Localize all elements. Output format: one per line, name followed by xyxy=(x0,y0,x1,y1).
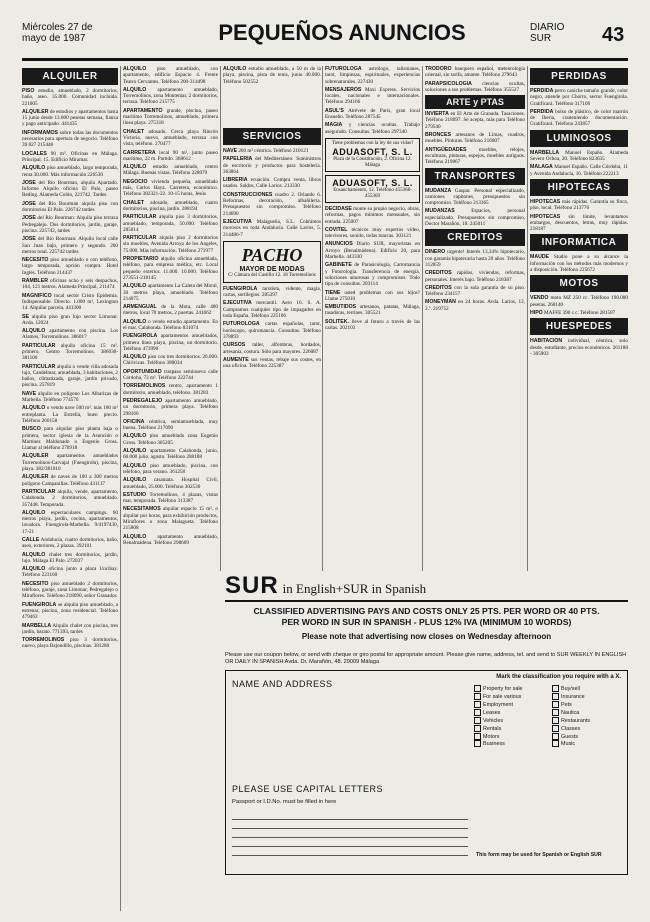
classified-ad: MONEYMAN en 24 horas. Avda. Larios, 12, 2.º. 219752 xyxy=(425,299,525,312)
classified-ad: JOSE del Río Bourman: Alquilo local calle San Juan bajo, primero y segundo. 200 metros total. 225742 tardes xyxy=(22,236,118,255)
classified-ad: AUMENTE sus ventas, rebaje sus costes, en una oficina. Teléfono 225387 xyxy=(223,356,321,370)
passport-label: Passport or I.D.No. must be filled in here xyxy=(232,799,337,805)
capital-letters-label: PLEASE USE CAPITAL LETTERS xyxy=(232,784,384,794)
section-informatica: INFORMATICA xyxy=(530,234,628,251)
classification-label: Classes xyxy=(561,725,581,732)
classified-ad: NAVE alquilo en polígono Los Albarizas de Marbella. Teléfono 774576 xyxy=(22,390,118,404)
classified-ad: ALQUILO piso amueblado, con apartamento, edificio Espacio 4. Frente Teatro Cervantes. Teléfono 200-314498 xyxy=(123,66,218,85)
classified-ad: NECESITAMOS alquilar espacio 15 m². o alquilar por horas, para exhibición productos, Miraflores o zona Malagueta. Teléfono 215808 xyxy=(123,506,218,532)
classified-ad: INFORMAMOS sobre todas las documentos necesarios para apertura de negocio. Teléfono 39 827 215448 xyxy=(22,129,118,149)
classified-ad: MUDANZAS Espacios, personal especializado. Presupuestos sin compromiso, Doctor Marañón, 18. 245011 xyxy=(425,208,525,228)
classification-label: Music xyxy=(561,741,576,748)
classified-ad: ALQUILO piso amueblado, largo temporada, renta 30.000. Más información 226530 xyxy=(22,165,118,178)
classified-ad: HIPO MAFFE 390 c.c. Teléfono 281587 xyxy=(530,309,616,316)
column-divider xyxy=(422,66,423,571)
classification-list-right xyxy=(552,685,624,748)
checkbox[interactable] xyxy=(552,733,559,740)
classification-option[interactable] xyxy=(474,709,546,717)
classified-ad: JOSE del Río Bourman: Alquila piso terraza Pedregalejo. Dos dormitorios, jardín, garaje, piscina. 225742, tardes xyxy=(22,215,118,234)
classified-ad: MALAGA Manuel Españo. Calle Córdoba, 11 y Avenida Andalucía, 16. Teléfono 222213 xyxy=(530,164,628,177)
checkbox[interactable] xyxy=(552,709,559,716)
classified-ad: ALQUILER apartamentos amueblados Torremolinos-Carvajal (Fuengirola), piscina, playa. 382/381810 xyxy=(22,453,118,473)
checkbox[interactable] xyxy=(474,685,481,692)
checkbox[interactable] xyxy=(474,709,481,716)
classified-ad: SOLITEK. lleve al futuro a través de las cartas. 202103 xyxy=(325,318,420,332)
classified-ad: CHALET adosado, amueblado, cuatro dormitorios, piscina, jardín. 288194 xyxy=(123,199,218,212)
ad-list xyxy=(425,111,525,165)
classified-ad: BUSCO para alquilar piso planta baja o primera, sector iglesia de la Asunción o Martínez Maldonado o Eugenio Gross. Llamar al teléfono 270918 xyxy=(22,426,118,452)
classified-ad: BRONCES artesanos de Limas, cuadros, muebles. Pinturas. Teléfono 216807 xyxy=(425,132,525,145)
classification-label: Guests xyxy=(561,733,579,740)
checkbox[interactable] xyxy=(474,725,481,732)
classified-ad: PARTICULAR alquila piso 2 dormitorios sin muebles, Avenida Arroyo de los Angeles, 75.000. Más información. Teléfono 271977 xyxy=(123,235,218,254)
classification-option[interactable] xyxy=(474,740,546,748)
section-perdidas: PERDIDAS xyxy=(530,68,628,85)
classified-ad: ALQUILO piso con tres dormitorios. 26.000. Chirivicas. Teléfono 380034 xyxy=(123,354,218,367)
classification-option[interactable] xyxy=(474,693,546,701)
newspaper-name: DIARIO SUR xyxy=(530,22,565,44)
ad-list xyxy=(22,88,118,650)
classified-ad: NECESITO piso amueblado o con teléfono, largo temporada, opción compra. Hotel Inglés. Teléfono 214437 xyxy=(22,257,118,276)
pacho-tagline: MAYOR DE MODAS xyxy=(239,265,305,273)
ad-list xyxy=(425,66,525,93)
classification-option[interactable] xyxy=(552,725,624,733)
column-3 xyxy=(223,66,321,571)
ad-list xyxy=(325,206,420,331)
classification-label: Nautica xyxy=(561,709,580,716)
column-4 xyxy=(325,66,420,571)
classified-ad: EMBUTIDOS artesanos, patatas, Málaga, tasadoras, terrines. 305521 xyxy=(325,304,420,317)
classified-ad: HIPOTECAS más rápidas. Garantía su finca, piso, local. Teléfono 213776 xyxy=(530,198,628,212)
classified-ad: OPORTUNIDAD traspaso seminueva calle Córdoba, 73 m². Teléfono 222744 xyxy=(123,368,218,382)
section-servicios: SERVICIOS xyxy=(223,128,321,145)
classified-ad: FUTUROLOGA astrólogo, talismanes, tarot, limpiezas, espirituales, experiencias sobrenaturales. 227430 xyxy=(325,66,420,85)
classification-label: Pets xyxy=(561,701,572,708)
classified-ad: ALQUILO apartamento con piscina. Los Alamos, Torremolinos. 386017 xyxy=(22,328,118,341)
classified-ad: APARTAMENTO grande, piscina, paseo marítimo Torremolinos, amueblado, primera línea playa. 275318 xyxy=(123,107,218,127)
ad-list xyxy=(425,188,525,228)
ad-list xyxy=(223,66,321,126)
ad-list xyxy=(425,249,525,312)
classification-option[interactable] xyxy=(474,733,546,741)
header-date: Miércoles 27 de mayo de 1987 xyxy=(22,22,93,44)
classified-ad: PERDIDA perro caniche tamaño grande, color negro, atiende por Chorro, sector Fuengirola. Gratificará. Teléfono 317106 xyxy=(530,88,628,107)
classification-option[interactable] xyxy=(474,717,546,725)
classified-ad: NAVE 200 m² céntrica. Teléfono 210121 xyxy=(223,148,309,154)
section-alquiler: ALQUILER xyxy=(22,68,118,85)
classified-ad: TORREMOLINOS piso 3 dormitorios, nuevo, playa Bajondillo, piscinas. 381280 xyxy=(22,637,118,650)
classification-list-left xyxy=(474,685,546,748)
classified-ad: NEGOCIO vivienda pequeña, amueblado más, Carlos Haya. Carretera, económico. Teléfono 382321-22. 10-15 horas, Jesús xyxy=(123,178,218,198)
classification-label: Employment xyxy=(483,701,513,708)
classified-ad: ALQUILO casamata. Hospital Civil, amueblado, 25.000. Teléfono 302530 xyxy=(123,477,218,490)
checkbox[interactable] xyxy=(552,725,559,732)
classified-ad: INVIERTA en El Arte de Granada. Tasaciones. Teléfono 218097. Se acepta, más para Teléfono 279540 xyxy=(425,111,525,130)
classified-ad: MARBELLA Manuel Españo. Alameda Severo Ochoa, 20. Teléfono 823635 xyxy=(530,149,628,163)
column-5 xyxy=(425,66,525,571)
classified-ad: HIPOTECAS sin límite, levantamos embargos, descuentos, letras, muy rápidas. 218187 xyxy=(530,213,628,233)
classification-label: Motors xyxy=(483,733,500,740)
section-transportes: TRANSPORTES xyxy=(425,168,525,185)
classified-ad: LIBRERIA ecuación. Compra venta, libros usados. Saldos, Calle Larios. 213330 xyxy=(223,177,321,190)
classification-label: Business xyxy=(483,741,505,748)
ad-list xyxy=(530,199,628,232)
ad-list xyxy=(530,150,628,177)
classification-option[interactable] xyxy=(552,709,624,717)
classified-ad: FUENGIROLA apartamentos amueblados, primera línea playa, piscina, un dormitorio. Teléfono 473990 xyxy=(123,333,218,352)
section-motos: MOTOS xyxy=(530,275,628,292)
sur-logo: SUR xyxy=(225,572,279,599)
classified-ad: EJECUTIVA Malagueña, S.L. Cobramos morosos en toda Andalucía. Calle Larios, 5. 214486-7 xyxy=(223,218,321,238)
classified-ad: ALQUILER de naves de 100 a 300 metros polígono Campanillas. Teléfono 431117 xyxy=(22,474,118,487)
section-huespedes: HUESPEDES xyxy=(530,318,628,335)
classified-ad: ALQUILO apartamento amueblado, Torremolinos, zona Montemar, 2 dormitorios, terraza. Teléfono 215775 xyxy=(123,86,218,106)
classified-ad: EJECUTIVA mercantil. Aero 16. S. A. Compramos cualquier tipo de impagados en toda España. Teléfono 225106 xyxy=(223,300,321,320)
column-divider xyxy=(120,66,121,911)
ad-list xyxy=(223,148,321,238)
sur-subtitle: in English+SUR in Spanish xyxy=(282,581,427,596)
classification-option[interactable] xyxy=(552,701,624,709)
ad-list xyxy=(530,254,628,273)
page-title: PEQUEÑOS ANUNCIOS xyxy=(218,20,466,45)
classified-ad: HABITACION individual, céntrica, solo desde, estudiante, precios económicos. 261188 - 305903 xyxy=(530,338,628,357)
classification-option[interactable] xyxy=(474,701,546,709)
classified-ad: OFICINA céntrica, semiamueblada, muy buena. Teléfono 217090 xyxy=(123,418,218,432)
classification-label: Property for sale xyxy=(483,685,523,692)
classification-option[interactable] xyxy=(552,685,624,693)
checkbox[interactable] xyxy=(474,693,481,700)
classified-ad: FUENGIROLA tarotista, vidente, magia, cartas, sortilegios. 285397 xyxy=(223,285,321,299)
classified-ad: CHALET adosado. Cerca playa Rincón Victoria, nuevo, amueblado, terraza con vista, teléfono. 270477 xyxy=(123,128,218,148)
sur-masthead xyxy=(225,572,628,600)
coupon-form xyxy=(225,670,628,875)
classified-ad: PARAPSICOLOGIA ciencias ocultas, soluciones a sus problemas. Teléfono 355527 xyxy=(425,80,525,93)
classified-ad: ALQUILO estudio amueblado, centro Málaga. Buenas vistas. Teléfono 228079 xyxy=(123,164,218,177)
checkbox[interactable] xyxy=(474,717,481,724)
classified-ad: ALQUILO o vendo estudio apartamento. En el mar. Calahonda. Teléfono 831074 xyxy=(123,318,218,331)
column-2 xyxy=(123,66,218,571)
ad-list xyxy=(223,286,321,370)
classified-ad: ARMENGUAL de la Mota, calle 400 metros, local 70 metros, 2 puertas. 241662 xyxy=(123,304,218,317)
column-1 xyxy=(22,66,118,911)
classified-ad: CURSOS taller, alfombras, bordados, artesanía, costura. Sólo para mayores. 226087 xyxy=(223,342,321,355)
classified-ad: GABINETE de Parasicología, Cartomancia y Futurología. Transferencia de energía, soluciones amorosas y compromisos. Todo tipo de consultas. 203114 xyxy=(325,262,420,288)
classified-ad: ALQUILO estudio amueblado, a 50 m de la playa, piscina, pista de tenis, junio 40.000. Teléfono 502552 xyxy=(223,66,321,85)
classified-ad: ALQUILO chalet tres dormitorios, jardín, lujo. Málaga El Palo. 272037 xyxy=(22,551,118,564)
checkbox[interactable] xyxy=(552,740,559,747)
classification-option[interactable] xyxy=(552,717,624,725)
classified-ad: TORREMOLINOS centro, apartamento 1 dormitorio, amueblado, teléfono. 381283 xyxy=(123,383,218,396)
classification-option[interactable] xyxy=(552,693,624,701)
ad-list xyxy=(123,66,218,546)
pacho-logo: PACHO xyxy=(241,244,303,265)
classification-label: Insurance xyxy=(561,693,585,700)
classified-rates: CLASSIFIED ADVERTISING PAYS AND COSTS ONLY 25 PTS. PER WORD OR 40 PTS. PER WORD IN SUR IN SPANISH - PLUS 12% IVA (MINIMUM 10 WORDS) xyxy=(253,606,600,627)
classified-ad: TRODORO banquero español, meteorología oriental, sin tarifa, amante. Teléfono 279643 xyxy=(425,66,525,79)
classification-option[interactable] xyxy=(552,740,624,748)
classified-ad: TIENE usted problemas con sus hijos? Llame 275010 xyxy=(325,289,420,302)
classified-ad: CONSTRUCCIONES cuadro 2. Orlando 6. Reformas, decoración, albañilería. Presupuestos sin compromiso. Teléfono 214690 xyxy=(223,191,321,217)
checkbox[interactable] xyxy=(474,701,481,708)
pacho-address: C/ Cámara del Castillo 12. 18 Torremolinos xyxy=(228,272,316,278)
classification-label: Buy/sell xyxy=(561,685,580,692)
classified-ad: ALQUILO espectaculares campings. 60 metros playa, jardín, cocina, apartamentos, lavadora. Fuengirola-Marbella. 9/4197430, 17-21 xyxy=(22,509,118,535)
divider xyxy=(225,600,628,602)
classified-ad: JOSE del Río Bourman alquila piso con dormitorios El Palo. 226742 tardes xyxy=(22,200,118,214)
ad-list xyxy=(325,66,420,135)
classified-ad: ANUNCIOS Diario SUR, mayoristas en Arroyo (Benalmádena). Edificio 20, para Marbella. 443330 xyxy=(325,241,420,261)
classified-ad: DECIDASE monte su propio negocio, obras, reformas, pagos mínimos mensuales, sin entrada. 225007 xyxy=(325,205,420,225)
classified-ad: RAMBLER oficinas ocho y seis despachos, 104, 121 metros. Alameda Principal, 211474 xyxy=(22,278,118,291)
classified-ad: MAGIA y ciencias ocultas. Trabajo asegurado. Consultas. Teléfono 297340 xyxy=(325,122,420,135)
section-luminosos: LUMINOSOS xyxy=(530,130,628,147)
classified-ad: ALQUILO oficina junto a plaza Uncibay. Teléfono 223160 xyxy=(22,566,118,579)
page-header xyxy=(22,16,628,61)
classified-ad: VENDO moto MZ 250 cc. Teléfono 190.000 pesetas. 260140 xyxy=(530,295,628,308)
classified-ad: ALQUILO apartamento Calahonda, junio, 60.000 julio, agosto. Teléfono 288188 xyxy=(123,448,218,461)
classified-ad: PERDIDA bolso de plástico, de color marrón de Iberia, conteniendo documentación. Gratificará. Teléfono 243857 xyxy=(530,108,628,128)
checkbox[interactable] xyxy=(474,740,481,747)
checkbox[interactable] xyxy=(474,733,481,740)
classified-ad: FUENGIROLA se alquila piso amueblado, a estrenar, piscina, zona residencial. Teléfono 479463 xyxy=(22,601,118,621)
classification-option[interactable] xyxy=(474,725,546,733)
column-divider xyxy=(322,66,323,571)
classified-ad: CARRETERA local 90 m², junto paseo marítimo, 22 m. Partido. 368612 xyxy=(123,149,218,162)
classified-ad: MAUDE Studio pone a su alcance la información con los métodos más modernos y a disposición. Teléfono 225672 xyxy=(530,254,628,274)
checkbox[interactable] xyxy=(552,717,559,724)
ad-list xyxy=(530,88,628,128)
classified-ad: CREDITOS con la sola garantía de su piso. Teléfono 234157 xyxy=(425,284,525,298)
pacho-advert xyxy=(223,241,321,283)
classified-ad: JOSE del Río Bourman, alquila Apartado. Informe Alquilo oficina El Palo, paseo Reding. Alameda Colón, 221742. Tardes xyxy=(22,179,118,199)
classified-ad: PARTICULAR alquila piso 3 dormitorios, amueblado, temporada, 50.000. Teléfono 285014 xyxy=(123,214,218,233)
classified-ad: ALQUILO apartamento La Caleta del Moral, 30 metros playa, amueblado. Teléfono 214075 xyxy=(123,283,218,302)
ad-list xyxy=(530,338,628,357)
page-number: 43 xyxy=(602,24,625,46)
aduasoft-advert-2: ADUASOFT, S. L. Ensanchamiento, 12. Teléfono 455368-455369 xyxy=(325,175,420,203)
classified-ad: PARTICULAR alquila o vende villa adosada lujo, Candelmar, amueblada, 3 habitaciones, 2 baños, climatizada, garaje, jardín privado, piscina. 257819 xyxy=(22,363,118,389)
classification-option[interactable] xyxy=(474,685,546,693)
sur-english-panel xyxy=(225,572,628,910)
classified-ad: FUTUROLOGA cartas españolas, tarot, horóscopo, quiromancia. Consultas. Teléfono 378893 xyxy=(223,321,321,340)
classified-ad: ALQUILO piso amueblado zona Eugenio Gross. Teléfono 305205 xyxy=(123,433,218,446)
classification-label: Vehicles xyxy=(483,717,504,724)
classified-ad: ALQUILER de estudios y apartamentos hasta 15 junio desde 13.000 pesetas semana, fianza y pago anticipado. 441435 xyxy=(22,108,118,128)
coupon-instructions: Please use our coupon below, or send with cheque or giro postal for appropriate amount. Please give name, address, tel. and send to SUR WEEKLY IN ENGLISH OR DAILY IN SPANISH Avda. Dr. Marañón, 48. 29009 Málaga xyxy=(225,652,627,665)
classified-ad: MAGNIFICO local sector Cristo Epidemia. Indispensable. Directo. 1.000 m², Lexington 14. Alquilar parcela. 441300 xyxy=(22,292,118,312)
aduasoft-advert-1: Tiene problemas con la ley de sus vidas? ADUASOFT, S. L. Plaza de la Constitución, 2. Oficina 12. Málaga xyxy=(325,138,420,172)
classified-ad: MUDANZA Gaspar. Personal especializado, camiones capitones, presupuestos sin compromiso. Teléfono 213365 xyxy=(425,187,525,207)
checkbox[interactable] xyxy=(552,685,559,692)
classification-label: Restaurants xyxy=(561,717,591,724)
classified-ad: NECESITO piso amueblado 2 dormitorios, teléfono, garaje, zona Limonar, Pedregalejo o Miraflores. Teléfono 218090, señor Granados xyxy=(22,580,118,600)
classified-ad: PAPELERIA del Mediterráneo: Suministros de escritorio y productos para hostelería. 363864 xyxy=(223,156,321,175)
classified-ad: ANTIGÜEDADES muebles, relojes, esculturas, pinturas, espejos, muebles antiguos. Teléfono 219867 xyxy=(425,146,525,166)
classified-ad: ALQUILO apartamento amueblado, Benalmádena. Teléfono 298669 xyxy=(123,533,218,546)
closing-notice: Please note that advertising now closes on Wednesday afternoon xyxy=(301,632,552,641)
classification-instruction: Mark the classification you require with a X. xyxy=(496,674,621,680)
name-address-label: NAME AND ADDRESS xyxy=(232,679,333,689)
classification-label: Leases xyxy=(483,709,501,716)
classified-ad: ESTUDIO Torremolinos, 4 plazas, vistas mar, temporada. Teléfono 313387 xyxy=(123,491,218,505)
classified-ad: DINERO urgente! Interés 13,34% hipotecario, con garantía hipotecaria hasta 20 años. Teléfono 312859 xyxy=(425,249,525,268)
checkbox[interactable] xyxy=(552,701,559,708)
form-footer-note: This form may be used for Spanish or English SUR xyxy=(476,852,602,858)
classified-ad: ASUL'S Atrévete de Paris, gran local Ensueño. Teléfono 287545 xyxy=(325,107,420,121)
section-hipotecas: HIPOTECAS xyxy=(530,179,628,196)
classified-ad: CREDITOS rápidos, viviendas, reformas, personales. Interés bajo. Teléfono 218387 xyxy=(425,270,525,283)
classified-ad: PROPIETARIO alquilo oficina amueblada, teléfono, para empresa médica, etc. Local pequeño exterior. 11.000. 10.000. Teléfono 273551-218145 xyxy=(123,256,218,281)
classified-ad: PARTICULAR alquila oficina 15 m². primero. Centro Torremolinos. 386030-381100 xyxy=(22,342,118,362)
classified-ad: MARBELLA Alquilo chalet con piscina, tres jardín, barato. 771393, tardes xyxy=(22,622,118,635)
classified-ad: PEDREGALEJO apartamento amueblado, un dormitorio, primera playa. Teléfono 298166 xyxy=(123,397,218,417)
classified-ad: ALQUILO o vendo nave 500 m². más 180 m² entreplanta. La Estrella, buen precio. Teléfono 260158 xyxy=(22,405,118,424)
column-6 xyxy=(530,66,628,571)
classification-option[interactable] xyxy=(552,733,624,741)
classified-ad: PARTICULAR alquila, vende, apartamento, Calahonda. 2 dormitorios, amueblado. 357448. Temporada. xyxy=(22,488,118,508)
classification-label: Rentals xyxy=(483,725,502,732)
checkbox[interactable] xyxy=(552,693,559,700)
classified-ad: MENSAJEROS Maxi Express. Servicios locales, nacionales e internacionales. Teléfono 294166 xyxy=(325,86,420,106)
section-arte: ARTE y PTAS xyxy=(425,95,525,109)
column-divider xyxy=(527,66,528,571)
ad-list xyxy=(530,295,628,316)
column-divider xyxy=(220,66,221,571)
section-creditos: CREDITOS xyxy=(425,229,525,246)
classified-ad: ALQUILO piso amueblado, piscina, con teléfono, para verano. 361258 xyxy=(123,462,218,475)
classified-ad: PISO estudio, amueblado, 2 dormitorios, baño, aseo. 35.000. Comunidad incluida. 221005 xyxy=(22,88,118,107)
write-in-lines xyxy=(232,811,468,856)
classified-ad: COVITEL técnicos muy expertos vídeo, televisores, sonido, todas marcas. 303121 xyxy=(325,226,420,240)
classification-label: For sale various xyxy=(483,693,522,700)
classified-ad: CALLE Andalucía, cuatro dormitorios, baño, aseo, exteriores, 2 plazas. 392101 xyxy=(22,537,118,550)
classified-ad: SE alquila piso gran lujo sector Limonar. Avda. 12024 xyxy=(22,313,118,326)
classified-ad: LOCALES 90 m². Oficinas en Málaga. Principal. 15. Edificio Miramar. xyxy=(22,150,118,163)
